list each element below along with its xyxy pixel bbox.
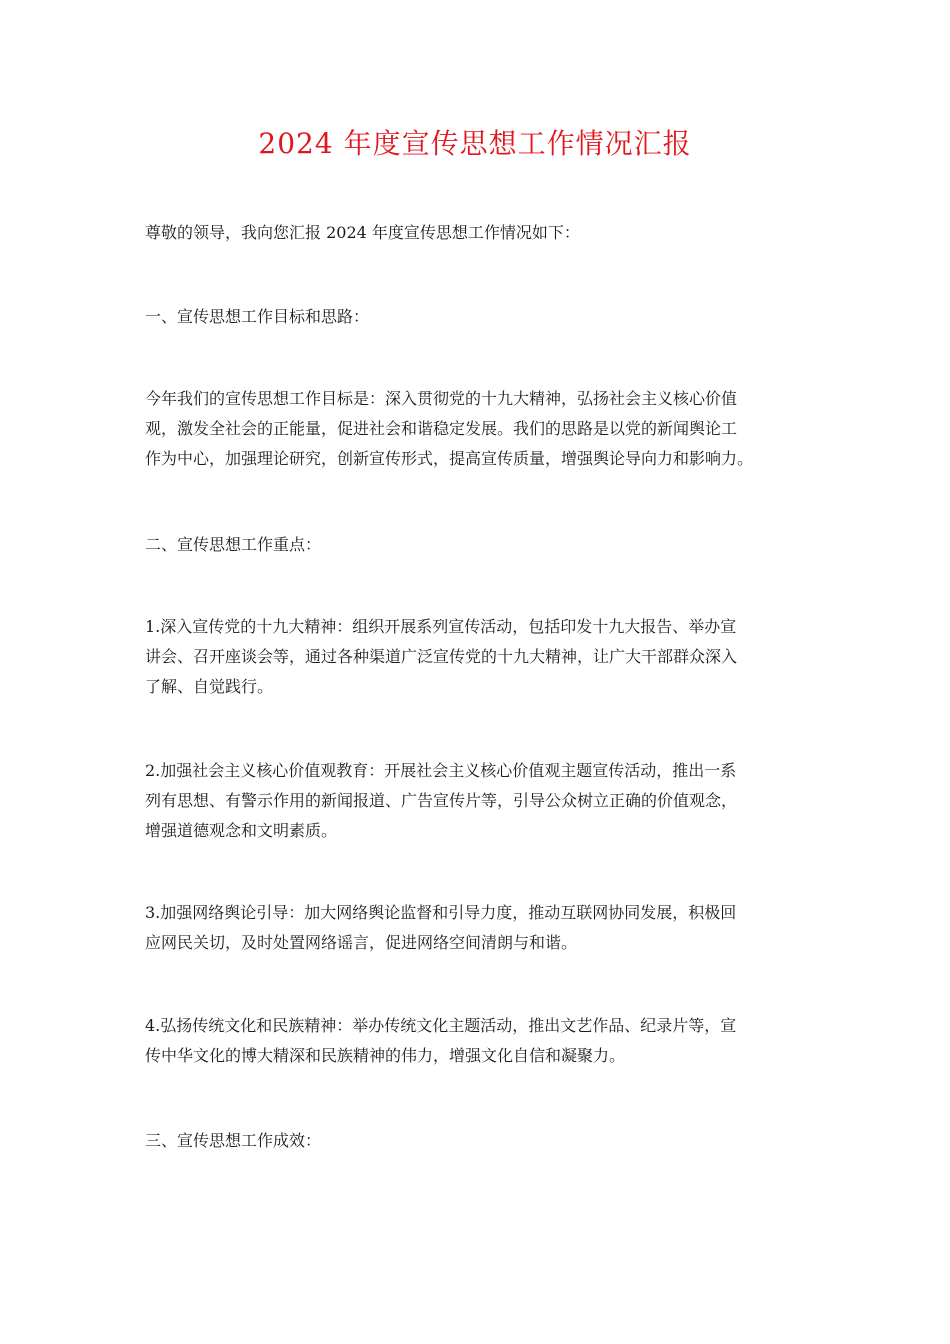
point1-paragraph xyxy=(145,612,817,702)
paragraph-line: 增强道德观念和文明素质。 xyxy=(145,821,338,840)
greeting-paragraph: 尊敬的领导，我向您汇报 2024 年度宣传思想工作情况如下： xyxy=(145,223,580,242)
paragraph-line: 1.深入宣传党的十九大精神：组织开展系列宣传活动，包括印发十九大报告、举办宣 xyxy=(145,617,737,636)
paragraph-line: 讲会、召开座谈会等，通过各种渠道广泛宣传党的十九大精神，让广大干部群众深入 xyxy=(145,647,738,666)
paragraph-line: 2.加强社会主义核心价值观教育：开展社会主义核心价值观主题宣传活动，推出一系 xyxy=(145,761,737,780)
paragraph-line: 今年我们的宣传思想工作目标是：深入贯彻党的十九大精神，弘扬社会主义核心价值 xyxy=(145,389,738,408)
paragraph-line: 观，激发全社会的正能量，促进社会和谐稳定发展。我们的思路是以党的新闻舆论工 xyxy=(145,419,738,438)
point3-paragraph xyxy=(145,898,817,958)
paragraph-line: 作为中心，加强理论研究，创新宣传形式，提高宣传质量，增强舆论导向力和影响力。 xyxy=(145,449,754,468)
paragraph-line: 4.弘扬传统文化和民族精神：举办传统文化主题活动，推出文艺作品、纪录片等，宣 xyxy=(145,1016,737,1035)
section2-heading: 二、宣传思想工作重点： xyxy=(145,535,322,554)
section3-heading: 三、宣传思想工作成效： xyxy=(145,1131,322,1150)
paragraph-line: 了解、自觉践行。 xyxy=(145,677,274,696)
section1-heading: 一、宣传思想工作目标和思路： xyxy=(145,307,370,326)
section1-body xyxy=(145,384,817,474)
document-title: 2024 年度宣传思想工作情况汇报 xyxy=(258,127,692,160)
paragraph-line: 传中华文化的博大精深和民族精神的伟力，增强文化自信和凝聚力。 xyxy=(145,1046,626,1065)
paragraph-line: 应网民关切，及时处置网络谣言，促进网络空间清朗与和谐。 xyxy=(145,933,578,952)
point2-paragraph xyxy=(145,756,817,846)
paragraph-line: 列有思想、有警示作用的新闻报道、广告宣传片等，引导公众树立正确的价值观念， xyxy=(145,791,738,810)
point4-paragraph xyxy=(145,1011,817,1071)
paragraph-line: 3.加强网络舆论引导：加大网络舆论监督和引导力度，推动互联网协同发展，积极回 xyxy=(145,903,737,922)
